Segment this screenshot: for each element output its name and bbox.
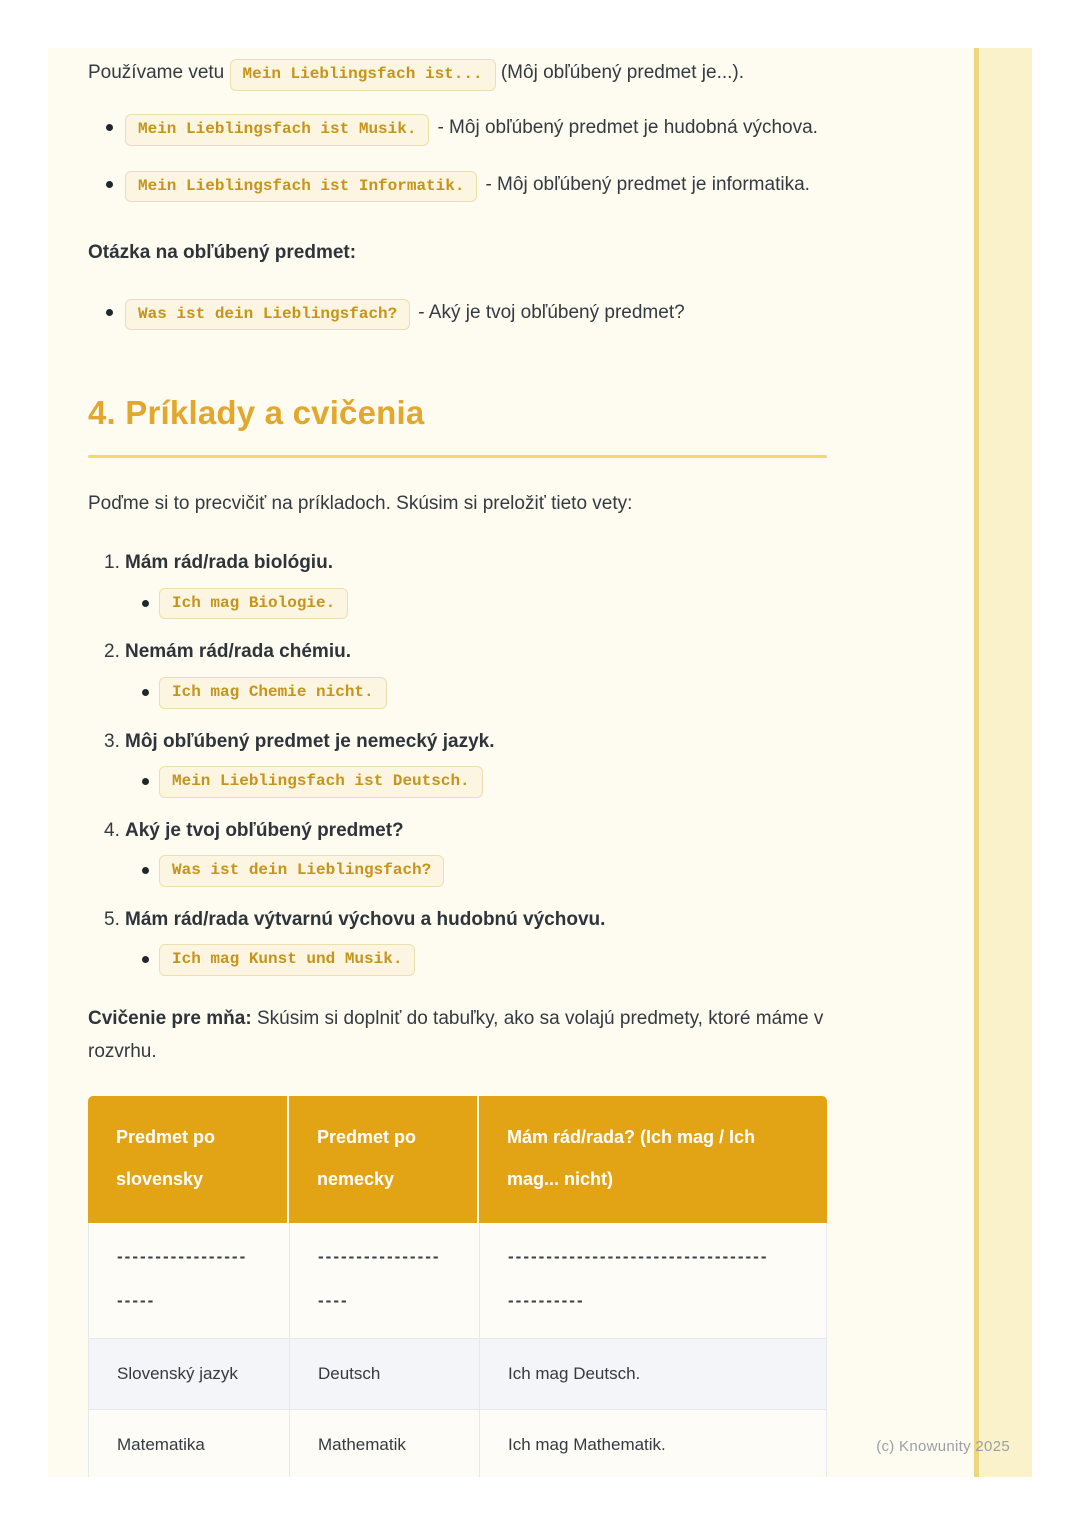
exercise-note-lead: Cvičenie pre mňa: (88, 1007, 252, 1029)
table-header-german: Predmet po nemecky (289, 1096, 479, 1223)
intro-prefix: Používame vetu (88, 62, 225, 83)
example-body (125, 903, 827, 976)
examples-list (88, 546, 827, 975)
dash-placeholder: ----------------- (117, 1246, 248, 1266)
example-number: 5. (104, 908, 120, 930)
example-label: Môj obľúbený predmet je nemecký jazyk. (125, 730, 495, 752)
code-chip: Mein Lieblingsfach ist Informatik. (125, 171, 477, 203)
document-page (48, 48, 1032, 1477)
table-cell: Ich mag Mathematik. (479, 1410, 827, 1477)
table-row (88, 1339, 827, 1410)
example-item (104, 546, 827, 619)
table-header-like: Mám rád/rada? (Ich mag / Ich mag... nicht) (479, 1096, 827, 1223)
question-bullet-list (88, 296, 827, 331)
bullet-icon (142, 689, 149, 696)
table-row (88, 1410, 827, 1477)
code-chip: Ich mag Biologie. (159, 588, 348, 620)
dash-placeholder: ---------------- (318, 1246, 441, 1266)
dash-placeholder: ---- (318, 1291, 349, 1311)
bullet-icon (106, 124, 113, 131)
example-number: 3. (104, 730, 120, 752)
code-chip: Was ist dein Lieblingsfach? (125, 299, 410, 331)
code-chip: Mein Lieblingsfach ist Deutsch. (159, 766, 483, 798)
translation-text: - Aký je tvoj obľúbený predmet? (418, 301, 685, 323)
example-body (125, 546, 827, 619)
example-label: Nemám rád/rada chémiu. (125, 641, 351, 663)
example-number: 4. (104, 819, 120, 841)
example-answer (125, 677, 827, 709)
exercise-note-text: Skúsim si doplniť do tabuľky, ako sa volajú predmety, ktoré máme v rozvrhu. (88, 1007, 824, 1062)
page-content (88, 56, 827, 1477)
page-edge-band (979, 48, 1032, 1477)
example-item (104, 814, 827, 887)
example-label: Aký je tvoj obľúbený predmet? (125, 819, 404, 841)
example-body (125, 814, 827, 887)
list-item (88, 111, 827, 146)
bullet-icon (142, 600, 149, 607)
intro-paragraph (88, 56, 827, 91)
section-heading: 4. Príklady a cvičenia (88, 394, 425, 432)
table-header-row (88, 1096, 827, 1223)
example-answer (125, 944, 827, 976)
table-header-slovak: Predmet po slovensky (88, 1096, 289, 1223)
example-label: Mám rád/rada výtvarnú výchovu a hudobnú výchovu. (125, 908, 606, 930)
bullet-icon (142, 956, 149, 963)
dash-placeholder: ---------- (508, 1291, 585, 1311)
list-item-body (125, 168, 827, 203)
table-cell: Mathematik (289, 1410, 479, 1477)
copyright-watermark: (c) Knowunity 2025 (876, 1438, 1010, 1455)
dash-placeholder: ---------------------------------- (508, 1246, 769, 1266)
question-subheading: Otázka na obľúbený predmet: (88, 242, 357, 264)
translation-text: - Môj obľúbený predmet je hudobná výchova. (437, 116, 818, 138)
dash-placeholder: ----- (117, 1291, 156, 1311)
section-divider (88, 455, 827, 458)
example-number: 1. (104, 552, 120, 574)
example-item (104, 635, 827, 708)
bullet-icon (142, 867, 149, 874)
bullet-icon (106, 309, 113, 316)
example-item (104, 725, 827, 798)
table-cell (88, 1223, 289, 1339)
translation-text: - Môj obľúbený predmet je informatika. (485, 173, 810, 195)
intro-code-chip: Mein Lieblingsfach ist... (230, 59, 496, 91)
example-number: 2. (104, 641, 120, 663)
example-answer (125, 855, 827, 887)
intro-suffix: (Môj obľúbený predmet je...). (500, 62, 745, 83)
bullet-icon (106, 181, 113, 188)
list-item (88, 168, 827, 203)
code-chip: Mein Lieblingsfach ist Musik. (125, 114, 429, 146)
example-answer (125, 588, 827, 620)
exercise-note (88, 1002, 827, 1069)
subjects-table (88, 1096, 827, 1477)
table-cell: Ich mag Deutsch. (479, 1339, 827, 1410)
example-label: Mám rád/rada biológiu. (125, 552, 333, 574)
table-row-placeholder (88, 1223, 827, 1339)
table-cell: Matematika (88, 1410, 289, 1477)
code-chip: Ich mag Kunst und Musik. (159, 944, 415, 976)
code-chip: Was ist dein Lieblingsfach? (159, 855, 444, 887)
list-item (88, 296, 827, 331)
practice-intro: Poďme si to precvičiť na príkladoch. Skúsim si preložiť tieto vety: (88, 493, 633, 515)
example-item (104, 903, 827, 976)
code-chip: Ich mag Chemie nicht. (159, 677, 387, 709)
example-answer (125, 766, 827, 798)
list-item-body (125, 296, 827, 331)
table-cell: Slovenský jazyk (88, 1339, 289, 1410)
table-cell (479, 1223, 827, 1339)
list-item-body (125, 111, 827, 146)
usage-example-list (88, 111, 827, 203)
bullet-icon (142, 778, 149, 785)
table-cell: Deutsch (289, 1339, 479, 1410)
example-body (125, 635, 827, 708)
table-cell (289, 1223, 479, 1339)
example-body (125, 725, 827, 798)
